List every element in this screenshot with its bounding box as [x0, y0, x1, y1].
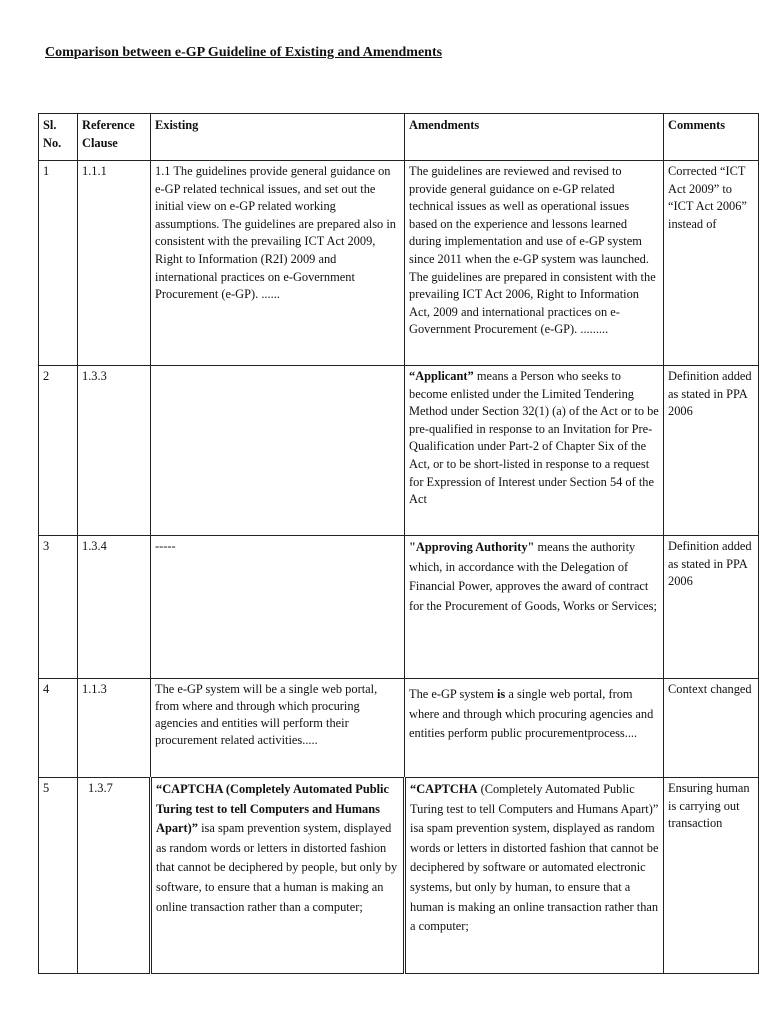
- amendment-term-expansion: (Completely Automated Public Turing test to tell Computers and Humans Apart)”: [410, 782, 659, 816]
- amendment-text: means a Person who seeks to become enlisted under the Limited Tendering Method under Section 32(1) (a) of the Act or to be pre-qualified in response to an Invitation for Pre-Qualification under Part-2 of Chapter Six of the Act, or to be short-listed in response to a request for Expression of Interest under Section 54 of the Act: [409, 369, 659, 507]
- row-sl: 4: [39, 679, 78, 778]
- row-amendment: The guidelines are reviewed and revised to provide general guidance on e-GP related technical issues as well as operational issues based on the experience and lessons learned during implementation and use of e-GP system since 2011 when the e-GP system was launched. The guidelines are prepared in consistent with the prevailing ICT Act 2006, Right to Information Act, 2009 and international practices on e-Government Procurement (e-GP). .........: [405, 161, 664, 366]
- header-existing: Existing: [151, 114, 405, 161]
- row-existing: The e-GP system will be a single web portal, from where and through which procuring agencies and entities will perform their procurement related activities.....: [151, 679, 405, 778]
- existing-term: “CAPTCHA (Completely Automated Public Turing test to tell Computers and Humans Apart)”: [156, 782, 390, 836]
- amendment-term: “CAPTCHA: [410, 782, 478, 796]
- table-row: [39, 536, 759, 679]
- row-amendment: [405, 679, 664, 778]
- row-existing: [151, 366, 405, 536]
- row-comment: Definition added as stated in PPA 2006: [664, 366, 759, 536]
- header-comments: Comments: [664, 114, 759, 161]
- row-sl: 2: [39, 366, 78, 536]
- comparison-table: [38, 113, 759, 974]
- existing-text: isa spam prevention system, displayed as random words or letters in distorted fashion that cannot be deciphered by people, but only by software, to ensure that a human is making an online transaction rather than a computer;: [156, 821, 398, 914]
- row-sl: 1: [39, 161, 78, 366]
- row-ref: 1.1.1: [78, 161, 151, 366]
- row-comment: Context changed: [664, 679, 759, 778]
- row-amendment: [405, 366, 664, 536]
- header-ref: Reference Clause: [78, 114, 151, 161]
- row-existing: [151, 778, 405, 974]
- amendment-term: “Applicant”: [409, 369, 474, 383]
- amendment-text: isa spam prevention system, displayed as random words or letters in distorted fashion that cannot be deciphered by software or automated electronic systems, but only by human, to ensure that a human is making an online transaction rather than a computer;: [410, 821, 659, 934]
- row-ref: 1.3.3: [78, 366, 151, 536]
- header-row: [39, 114, 759, 161]
- header-sl: Sl. No.: [39, 114, 78, 161]
- amendment-text: a single web portal, from where and through which procuring agencies and entities perform public procurementprocess....: [409, 687, 654, 740]
- row-amendment: [405, 778, 664, 974]
- row-existing: 1.1 The guidelines provide general guidance on e-GP related technical issues, and set out the initial view on e-GP related working assumptions. The guidelines are prepared also in consistent with the prevailing ICT Act 2009, Right to Information (R2I) 2009 and international practices on e-Government Procurement (e-GP). ......: [151, 161, 405, 366]
- row-ref: 1.1.3: [78, 679, 151, 778]
- row-ref: 1.3.4: [78, 536, 151, 679]
- table-row: [39, 366, 759, 536]
- row-ref: 1.3.7: [78, 778, 151, 974]
- amendment-text: means the authority which, in accordance with the Delegation of Financial Power, approves the award of contract for the Procurement of Goods, Works or Services;: [409, 540, 657, 613]
- amendment-text: The e-GP system: [409, 687, 497, 701]
- header-amendments: Amendments: [405, 114, 664, 161]
- row-existing: -----: [151, 536, 405, 679]
- row-amendment: [405, 536, 664, 679]
- amendment-emphasis: is: [496, 687, 506, 701]
- table-row: [39, 679, 759, 778]
- row-sl: 3: [39, 536, 78, 679]
- table-row: [39, 778, 759, 974]
- table-row: [39, 161, 759, 366]
- row-comment: Definition added as stated in PPA 2006: [664, 536, 759, 679]
- row-comment: Ensuring human is carrying out transaction: [664, 778, 759, 974]
- row-sl: 5: [39, 778, 78, 974]
- amendment-term: "Approving Authority": [409, 540, 535, 554]
- document-title: Comparison between e-GP Guideline of Existing and Amendments: [45, 45, 443, 60]
- row-comment: Corrected “ICT Act 2009” to “ICT Act 2006” instead of: [664, 161, 759, 366]
